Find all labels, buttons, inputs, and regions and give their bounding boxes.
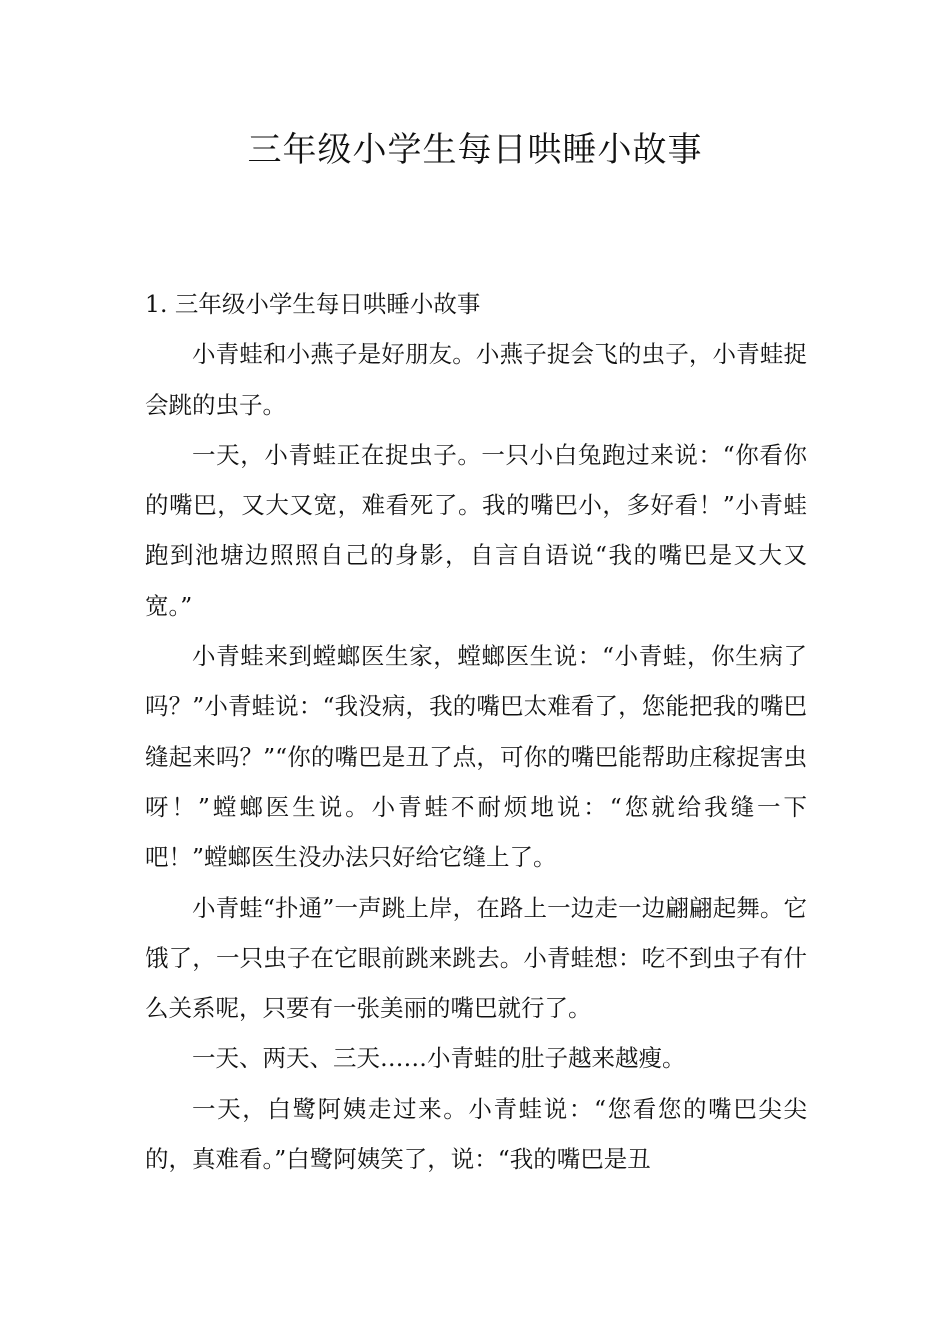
paragraph: 一天、两天、三天……小青蛙的肚子越来越瘦。 — [192, 1044, 686, 1073]
paragraph: 一天，白鹭阿姨走过来。小青蛙说：“您看您的嘴巴尖尖的，真难看。”白鹭阿姨笑了，说：“我的嘴巴是丑 — [145, 1094, 807, 1174]
paragraph: 小青蛙来到螳螂医生家，螳螂医生说：“小青蛙，你生病了吗？”小青蛙说：“我没病，我的嘴巴太难看了，您能把我的嘴巴缝起来吗？”“你的嘴巴是丑了点，可你的嘴巴能帮助庄稼捉害虫呀！”螳螂医生说。小青蛙不耐烦地说：“您就给我缝一下吧！”螳螂医生没办法只好给它缝上了。 — [145, 642, 807, 872]
paragraph: 一天，小青蛙正在捉虫子。一只小白兔跑过来说：“你看你的嘴巴，又大又宽，难看死了。我的嘴巴小，多好看！”小青蛙跑到池塘边照照自己的身影，自言自语说“我的嘴巴是又大又宽。” — [145, 440, 807, 620]
document-title: 三年级小学生每日哄睡小故事 — [247, 130, 703, 170]
document-body — [145, 279, 807, 1184]
paragraph: 小青蛙和小燕子是好朋友。小燕子捉会飞的虫子，小青蛙捉会跳的虫子。 — [145, 340, 807, 419]
paragraph: 小青蛙“扑通”一声跳上岸，在路上一边走一边翩翩起舞。它饿了，一只虫子在它眼前跳来跳去。小青蛙想：吃不到虫子有什么关系呢，只要有一张美丽的嘴巴就行了。 — [145, 893, 807, 1023]
section-heading: 1. 三年级小学生每日哄睡小故事 — [145, 290, 481, 318]
